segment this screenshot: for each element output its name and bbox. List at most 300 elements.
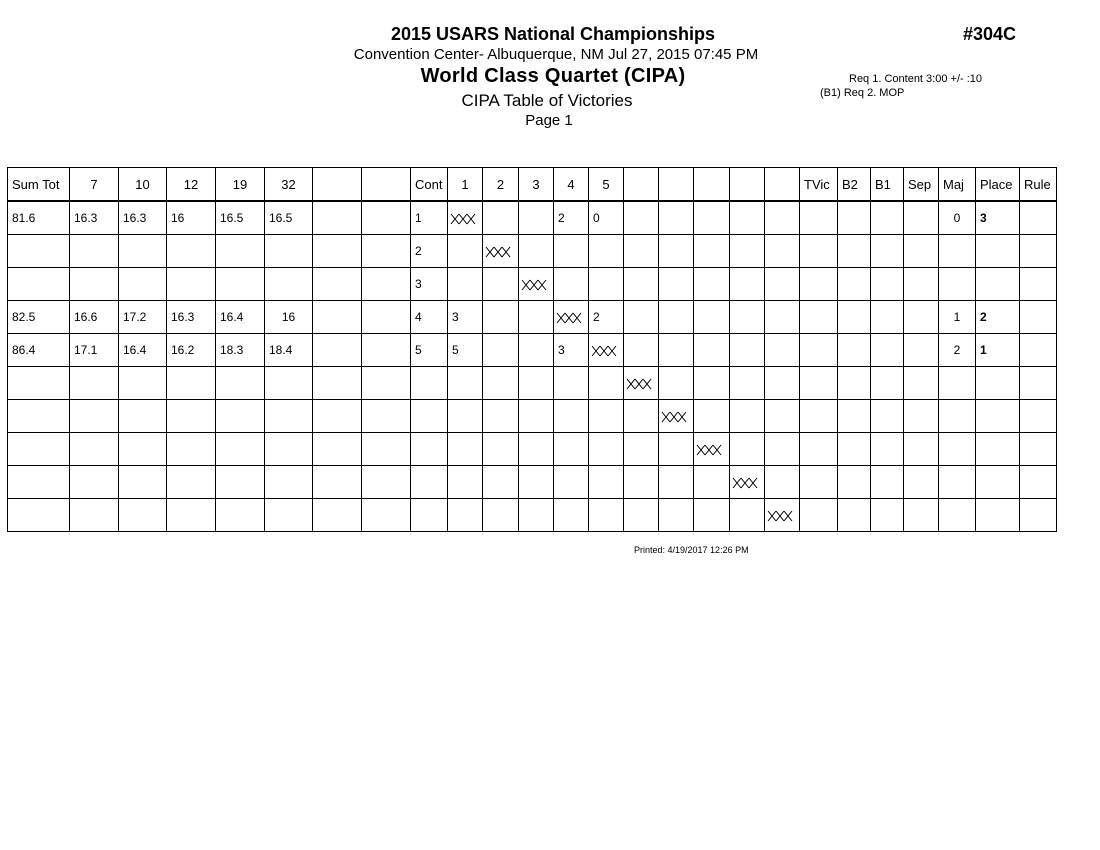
- diagonal-xxx-cell: [554, 301, 589, 334]
- data-cell: [411, 367, 448, 400]
- data-cell: [730, 201, 765, 235]
- data-cell: [554, 499, 589, 532]
- data-cell: [939, 499, 976, 532]
- page-number: Page 1: [525, 112, 573, 129]
- data-cell: [694, 201, 730, 235]
- data-cell: [694, 400, 730, 433]
- data-cell: [800, 301, 838, 334]
- data-cell: [800, 466, 838, 499]
- data-cell: [483, 367, 519, 400]
- venue-date-line: Convention Center- Albuquerque, NM Jul 27, 2015 07:45 PM: [353, 46, 759, 63]
- data-cell: 1: [976, 334, 1020, 367]
- header-cell: [659, 168, 694, 202]
- data-cell: [976, 400, 1020, 433]
- data-cell: [624, 268, 659, 301]
- header-cell: 5: [589, 168, 624, 202]
- data-cell: [730, 367, 765, 400]
- data-cell: [216, 400, 265, 433]
- data-cell: 16.4: [119, 334, 167, 367]
- data-cell: 4: [411, 301, 448, 334]
- event-number: #304C: [963, 24, 1017, 44]
- xxx-icon: [696, 444, 722, 456]
- data-cell: [362, 235, 411, 268]
- data-cell: [765, 235, 800, 268]
- data-cell: [838, 466, 871, 499]
- xxx-icon: [485, 246, 511, 258]
- data-cell: [313, 400, 362, 433]
- table-row: [8, 400, 1057, 433]
- data-cell: [624, 201, 659, 235]
- header-cell: B1: [871, 168, 904, 202]
- data-cell: [976, 499, 1020, 532]
- data-cell: [70, 400, 119, 433]
- table-header-row: [8, 168, 1057, 202]
- data-cell: [904, 367, 939, 400]
- header-cell: 1: [448, 168, 483, 202]
- data-cell: 17.1: [70, 334, 119, 367]
- data-cell: [659, 367, 694, 400]
- data-cell: [800, 433, 838, 466]
- data-cell: [624, 301, 659, 334]
- data-cell: [939, 433, 976, 466]
- data-cell: [730, 301, 765, 334]
- header-cell: Sum Tot: [8, 168, 70, 202]
- diagonal-xxx-cell: [624, 367, 659, 400]
- header-cell: [624, 168, 659, 202]
- data-cell: 3: [554, 334, 589, 367]
- data-cell: [167, 499, 216, 532]
- data-cell: [694, 301, 730, 334]
- data-cell: [119, 400, 167, 433]
- data-cell: [800, 268, 838, 301]
- data-cell: [265, 268, 313, 301]
- data-cell: [730, 433, 765, 466]
- data-cell: [265, 235, 313, 268]
- data-cell: [800, 334, 838, 367]
- data-cell: [1020, 334, 1057, 367]
- data-cell: [1020, 301, 1057, 334]
- data-cell: 2: [939, 334, 976, 367]
- data-cell: 2: [411, 235, 448, 268]
- xxx-icon: [661, 411, 687, 423]
- table-row: [8, 367, 1057, 400]
- data-cell: [362, 201, 411, 235]
- data-cell: [659, 499, 694, 532]
- data-cell: [904, 301, 939, 334]
- header-cell: Rule: [1020, 168, 1057, 202]
- data-cell: [976, 235, 1020, 268]
- data-cell: [411, 433, 448, 466]
- event-name: World Class Quartet (CIPA): [420, 65, 686, 87]
- data-cell: [313, 268, 362, 301]
- data-cell: 2: [976, 301, 1020, 334]
- data-cell: 16.3: [119, 201, 167, 235]
- data-cell: 1: [939, 301, 976, 334]
- data-cell: [976, 367, 1020, 400]
- data-cell: [730, 400, 765, 433]
- data-cell: [871, 400, 904, 433]
- data-cell: 16.3: [70, 201, 119, 235]
- data-cell: [554, 400, 589, 433]
- data-cell: [70, 466, 119, 499]
- header-cell: 19: [216, 168, 265, 202]
- data-cell: [659, 334, 694, 367]
- data-cell: [554, 466, 589, 499]
- data-cell: [216, 268, 265, 301]
- diagonal-xxx-cell: [589, 334, 624, 367]
- data-cell: 18.3: [216, 334, 265, 367]
- data-cell: [589, 466, 624, 499]
- requirement-1: Req 1. Content 3:00 +/- :10: [849, 73, 983, 85]
- data-cell: [362, 466, 411, 499]
- data-cell: [411, 400, 448, 433]
- header-cell: TVic: [800, 168, 838, 202]
- data-cell: [659, 466, 694, 499]
- xxx-icon: [521, 279, 547, 291]
- data-cell: [589, 235, 624, 268]
- data-cell: [871, 268, 904, 301]
- data-cell: [362, 367, 411, 400]
- data-cell: [939, 400, 976, 433]
- header-cell: [765, 168, 800, 202]
- data-cell: [694, 499, 730, 532]
- data-cell: [519, 367, 554, 400]
- victories-table: [7, 167, 1057, 532]
- data-cell: [976, 433, 1020, 466]
- data-cell: [1020, 499, 1057, 532]
- data-cell: [448, 433, 483, 466]
- header-cell: Cont: [411, 168, 448, 202]
- data-cell: [216, 235, 265, 268]
- data-cell: [483, 466, 519, 499]
- table-row: [8, 301, 1057, 334]
- data-cell: [362, 301, 411, 334]
- data-cell: [838, 433, 871, 466]
- data-cell: [730, 268, 765, 301]
- data-cell: [624, 433, 659, 466]
- data-cell: [119, 433, 167, 466]
- data-cell: 16: [265, 301, 313, 334]
- data-cell: [939, 268, 976, 301]
- diagonal-xxx-cell: [659, 400, 694, 433]
- xxx-icon: [626, 378, 652, 390]
- data-cell: [838, 367, 871, 400]
- data-cell: [838, 235, 871, 268]
- data-cell: [939, 367, 976, 400]
- data-cell: 3: [448, 301, 483, 334]
- data-cell: [216, 433, 265, 466]
- data-cell: [167, 466, 216, 499]
- data-cell: [904, 466, 939, 499]
- data-cell: [8, 499, 70, 532]
- xxx-icon: [732, 477, 758, 489]
- data-cell: [800, 499, 838, 532]
- data-cell: [838, 334, 871, 367]
- data-cell: [1020, 433, 1057, 466]
- data-cell: [362, 334, 411, 367]
- championship-title: 2015 USARS National Championships: [390, 24, 716, 44]
- data-cell: 16.4: [216, 301, 265, 334]
- data-cell: 1: [411, 201, 448, 235]
- data-cell: [730, 499, 765, 532]
- data-cell: [1020, 367, 1057, 400]
- data-cell: [904, 400, 939, 433]
- data-cell: [976, 466, 1020, 499]
- data-cell: [939, 235, 976, 268]
- data-cell: [519, 201, 554, 235]
- table-row: [8, 235, 1057, 268]
- data-cell: [167, 400, 216, 433]
- data-cell: [167, 235, 216, 268]
- data-cell: 2: [589, 301, 624, 334]
- header-cell: Place: [976, 168, 1020, 202]
- data-cell: [589, 499, 624, 532]
- header-cell: 4: [554, 168, 589, 202]
- data-cell: [871, 334, 904, 367]
- data-cell: [765, 400, 800, 433]
- header-cell: 12: [167, 168, 216, 202]
- table-title: CIPA Table of Victories: [461, 91, 633, 110]
- data-cell: [730, 235, 765, 268]
- data-cell: [483, 433, 519, 466]
- data-cell: [589, 268, 624, 301]
- data-cell: [1020, 268, 1057, 301]
- diagonal-xxx-cell: [519, 268, 554, 301]
- data-cell: 5: [448, 334, 483, 367]
- header-cell: 7: [70, 168, 119, 202]
- data-cell: [119, 367, 167, 400]
- data-cell: [265, 433, 313, 466]
- data-cell: [765, 268, 800, 301]
- data-cell: [800, 400, 838, 433]
- data-cell: [519, 334, 554, 367]
- data-cell: [838, 499, 871, 532]
- table-row: [8, 268, 1057, 301]
- header-cell: [313, 168, 362, 202]
- data-cell: [904, 334, 939, 367]
- data-cell: [448, 499, 483, 532]
- data-cell: [448, 235, 483, 268]
- data-cell: [694, 268, 730, 301]
- data-cell: 17.2: [119, 301, 167, 334]
- data-cell: [8, 466, 70, 499]
- data-cell: [448, 367, 483, 400]
- data-cell: [1020, 400, 1057, 433]
- data-cell: [362, 433, 411, 466]
- data-cell: [730, 334, 765, 367]
- data-cell: [483, 334, 519, 367]
- data-cell: [362, 400, 411, 433]
- data-cell: [765, 367, 800, 400]
- data-cell: 86.4: [8, 334, 70, 367]
- data-cell: 16: [167, 201, 216, 235]
- header-cell: 2: [483, 168, 519, 202]
- data-cell: [694, 235, 730, 268]
- table-row: [8, 499, 1057, 532]
- data-cell: [589, 400, 624, 433]
- data-cell: [313, 334, 362, 367]
- data-cell: [871, 433, 904, 466]
- data-cell: [448, 466, 483, 499]
- data-cell: [483, 400, 519, 433]
- data-cell: [70, 268, 119, 301]
- data-cell: [765, 334, 800, 367]
- data-cell: [904, 235, 939, 268]
- data-cell: [265, 400, 313, 433]
- data-cell: [216, 367, 265, 400]
- diagonal-xxx-cell: [694, 433, 730, 466]
- data-cell: [838, 268, 871, 301]
- data-cell: 81.6: [8, 201, 70, 235]
- data-cell: [70, 433, 119, 466]
- xxx-icon: [767, 510, 793, 522]
- data-cell: [624, 334, 659, 367]
- diagonal-xxx-cell: [730, 466, 765, 499]
- data-cell: [871, 235, 904, 268]
- data-cell: [8, 367, 70, 400]
- data-cell: 3: [411, 268, 448, 301]
- data-cell: [411, 466, 448, 499]
- data-cell: [659, 433, 694, 466]
- data-cell: 0: [589, 201, 624, 235]
- data-cell: [519, 466, 554, 499]
- data-cell: [871, 499, 904, 532]
- data-cell: [554, 433, 589, 466]
- data-cell: [167, 433, 216, 466]
- data-cell: [694, 334, 730, 367]
- requirement-2: (B1) Req 2. MOP: [820, 87, 905, 99]
- data-cell: [904, 201, 939, 235]
- data-cell: [624, 466, 659, 499]
- data-cell: [216, 466, 265, 499]
- data-cell: [800, 235, 838, 268]
- header-cell: Maj: [939, 168, 976, 202]
- data-cell: [313, 499, 362, 532]
- data-cell: [871, 367, 904, 400]
- data-cell: [8, 400, 70, 433]
- data-cell: [70, 235, 119, 268]
- data-cell: [519, 301, 554, 334]
- table-row: [8, 433, 1057, 466]
- data-cell: [976, 268, 1020, 301]
- data-cell: [448, 400, 483, 433]
- data-cell: [659, 201, 694, 235]
- header-cell: [694, 168, 730, 202]
- header-cell: [730, 168, 765, 202]
- data-cell: [362, 268, 411, 301]
- table-row: [8, 334, 1057, 367]
- diagonal-xxx-cell: [448, 201, 483, 235]
- printed-timestamp: Printed: 4/19/2017 12:26 PM: [634, 545, 749, 555]
- data-cell: [362, 499, 411, 532]
- data-cell: [8, 433, 70, 466]
- data-cell: [1020, 201, 1057, 235]
- table-row: [8, 201, 1057, 235]
- data-cell: [659, 235, 694, 268]
- data-cell: [554, 367, 589, 400]
- data-cell: [694, 367, 730, 400]
- data-cell: 0: [939, 201, 976, 235]
- header-cell: 10: [119, 168, 167, 202]
- data-cell: [659, 301, 694, 334]
- data-cell: [800, 201, 838, 235]
- header-cell: 32: [265, 168, 313, 202]
- data-cell: [838, 201, 871, 235]
- data-cell: [519, 400, 554, 433]
- data-cell: 82.5: [8, 301, 70, 334]
- data-cell: [167, 268, 216, 301]
- data-cell: [554, 268, 589, 301]
- header-cell: Sep: [904, 168, 939, 202]
- data-cell: [70, 367, 119, 400]
- data-cell: [519, 433, 554, 466]
- xxx-icon: [591, 345, 617, 357]
- data-cell: [694, 466, 730, 499]
- data-cell: [871, 301, 904, 334]
- data-cell: [624, 499, 659, 532]
- data-cell: [939, 466, 976, 499]
- header-cell: 3: [519, 168, 554, 202]
- data-cell: [1020, 235, 1057, 268]
- data-cell: [871, 201, 904, 235]
- data-cell: [483, 499, 519, 532]
- data-cell: [904, 268, 939, 301]
- data-cell: [624, 235, 659, 268]
- header-cell: [362, 168, 411, 202]
- data-cell: [119, 466, 167, 499]
- data-cell: [589, 367, 624, 400]
- data-cell: 5: [411, 334, 448, 367]
- data-cell: [483, 268, 519, 301]
- data-cell: 3: [976, 201, 1020, 235]
- data-cell: [313, 201, 362, 235]
- data-cell: [838, 400, 871, 433]
- data-cell: 16.5: [216, 201, 265, 235]
- data-cell: [119, 268, 167, 301]
- data-cell: [519, 499, 554, 532]
- data-cell: [1020, 466, 1057, 499]
- data-cell: [313, 466, 362, 499]
- data-cell: 16.3: [167, 301, 216, 334]
- data-cell: [313, 301, 362, 334]
- data-cell: [483, 301, 519, 334]
- data-cell: [313, 367, 362, 400]
- data-cell: [265, 499, 313, 532]
- data-cell: [904, 433, 939, 466]
- data-cell: [554, 235, 589, 268]
- data-cell: 16.6: [70, 301, 119, 334]
- data-cell: [448, 268, 483, 301]
- data-cell: [871, 466, 904, 499]
- data-cell: [483, 201, 519, 235]
- diagonal-xxx-cell: [765, 499, 800, 532]
- data-cell: [624, 400, 659, 433]
- data-cell: 16.2: [167, 334, 216, 367]
- data-cell: [765, 201, 800, 235]
- data-cell: [216, 499, 265, 532]
- data-cell: [265, 367, 313, 400]
- data-cell: 16.5: [265, 201, 313, 235]
- data-cell: [838, 301, 871, 334]
- xxx-icon: [450, 213, 476, 225]
- data-cell: [765, 466, 800, 499]
- data-cell: [313, 235, 362, 268]
- diagonal-xxx-cell: [483, 235, 519, 268]
- data-cell: [313, 433, 362, 466]
- data-cell: [659, 268, 694, 301]
- header-cell: B2: [838, 168, 871, 202]
- data-cell: [70, 499, 119, 532]
